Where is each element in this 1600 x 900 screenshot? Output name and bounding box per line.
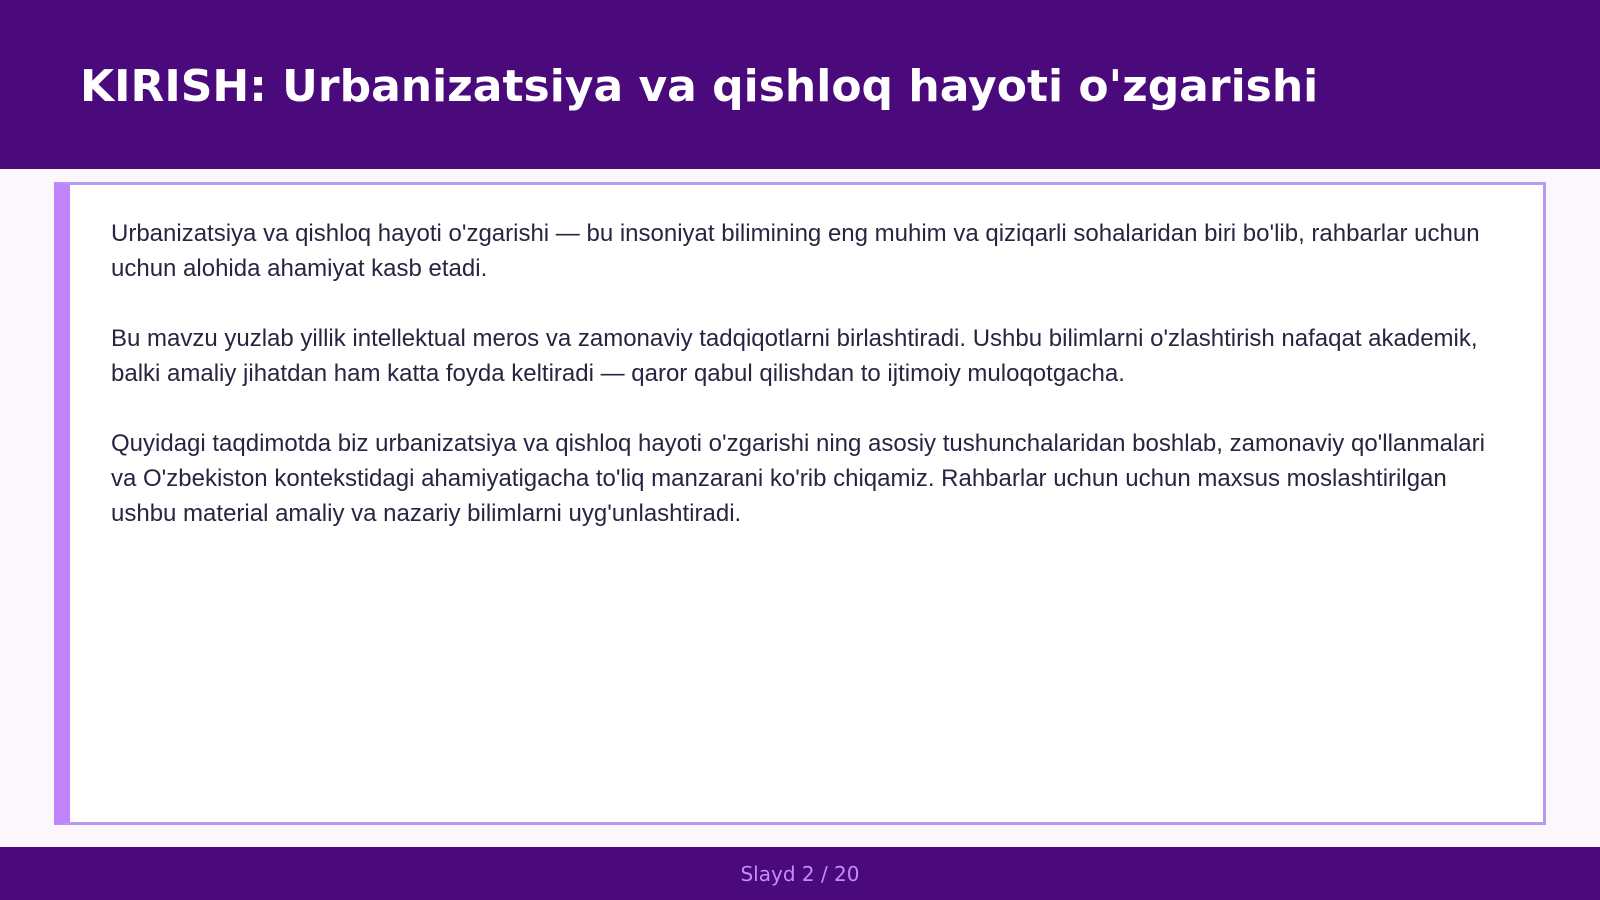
content-text xyxy=(111,216,1511,566)
slide-title: KIRISH: Urbanizatsiya va qishloq hayoti o'zgarishi xyxy=(80,61,1319,112)
slide-number: Slayd 2 / 20 xyxy=(740,862,860,886)
slide-header xyxy=(0,0,1600,169)
heritage-paragraph: Bu mavzu yuzlab yillik intellektual meros va zamonaviy tadqiqotlarni birlashtiradi. Ushbu bilimlarni o'zlashtirish nafaqat akademik, balki amaliy jihatdan ham katta foyda keltiradi — qaror qabul qilishdan to ijtimoiy muloqotgacha. xyxy=(111,325,1478,387)
intro-paragraph: Urbanizatsiya va qishloq hayoti o'zgarishi — bu insoniyat bilimining eng muhim va qiziqarli sohalaridan biri bo'lib, rahbarlar uchun uchun alohida ahamiyat kasb etadi. xyxy=(111,220,1480,282)
overview-paragraph: Quyidagi taqdimotda biz urbanizatsiya va qishloq hayoti o'zgarishi ning asosiy tushunchalaridan boshlab, zamonaviy qo'llanmalari va O'zbekiston kontekstidagi ahamiyatigacha to'liq manzarani ko'rib chiqamiz. Rahbarlar uchun uchun maxsus moslashtirilgan ushbu material amaliy va nazariy bilimlarni uyg'unlashtiradi. xyxy=(111,430,1485,527)
slide-footer xyxy=(0,847,1600,900)
